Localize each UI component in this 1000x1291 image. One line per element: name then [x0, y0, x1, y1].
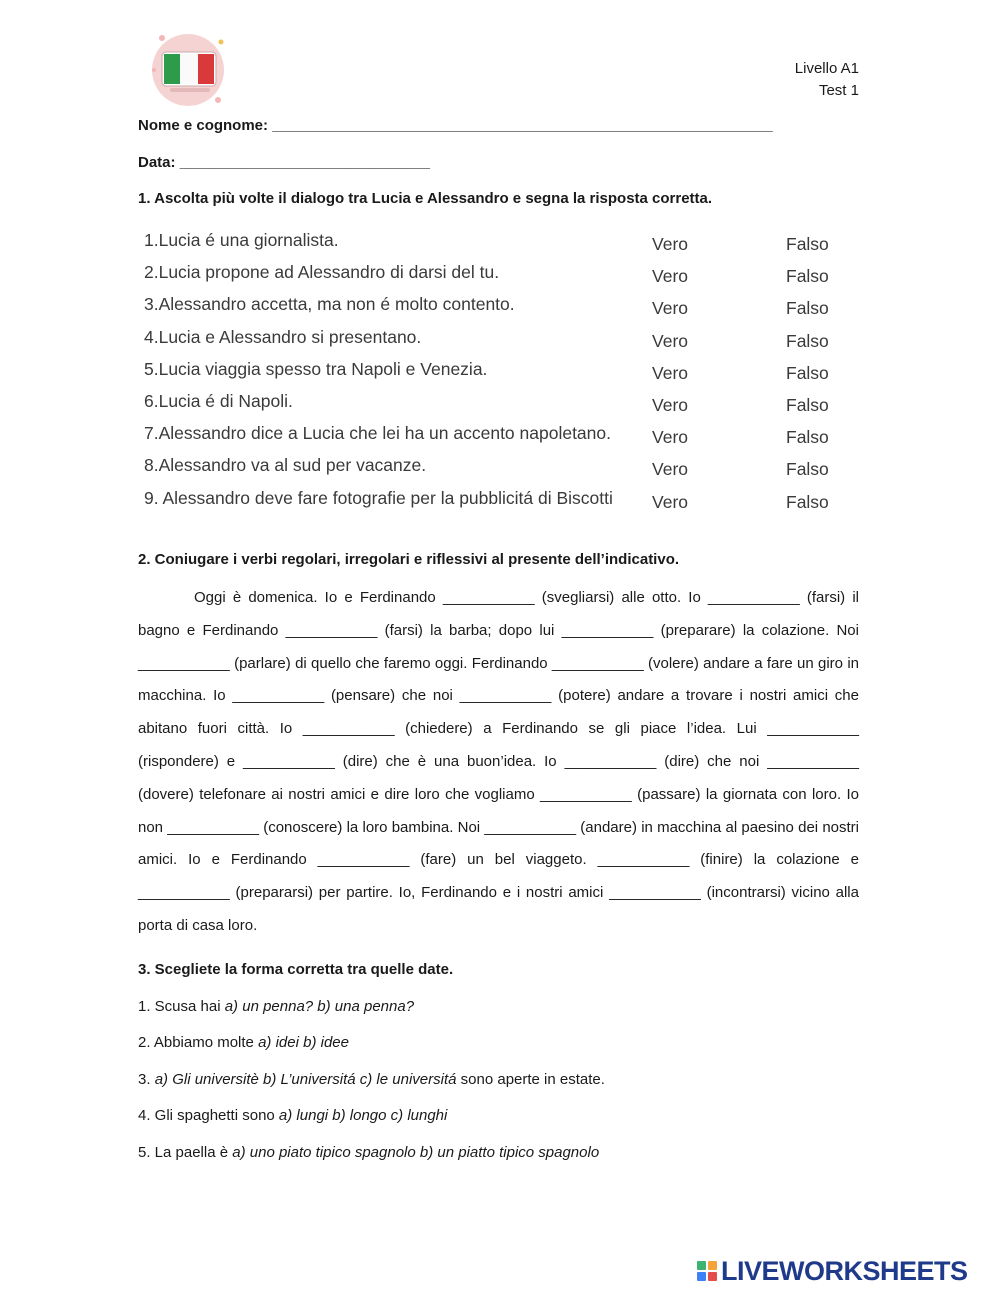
tf-row [140, 453, 860, 485]
vero-option[interactable]: Vero [652, 362, 688, 383]
tf-row [140, 228, 860, 260]
tf-row [140, 486, 860, 518]
tf-statement: 1.Lucia é una giornalista. [144, 230, 339, 250]
tf-row [140, 260, 860, 292]
vero-option[interactable]: Vero [652, 427, 688, 448]
falso-option[interactable]: Falso [786, 330, 829, 351]
choice-question-5 [138, 1144, 599, 1161]
tf-row [140, 325, 860, 357]
true-false-table [140, 228, 860, 518]
tf-row [140, 292, 860, 324]
choice-question-3 [138, 1071, 605, 1088]
italian-flag-logo [148, 30, 228, 110]
vero-option[interactable]: Vero [652, 298, 688, 319]
name-label: Nome e cognome: [138, 117, 269, 134]
question-prefix: 4. Gli spaghetti sono [138, 1107, 279, 1124]
test-label: Test 1 [818, 82, 859, 99]
vero-option[interactable]: Vero [652, 394, 688, 415]
vero-option[interactable]: Vero [652, 459, 688, 480]
section1-heading: 1. Ascolta più volte il dialogo tra Lucia e Alessandro e segna la risposta corretta. [138, 190, 713, 207]
choice-question-2 [138, 1034, 349, 1051]
tf-row [140, 389, 860, 421]
tf-statement: 9. Alessandro deve fare fotografie per la pubblicitá di Biscotti [144, 487, 613, 508]
answer-options[interactable]: a) un penna? b) una penna? [224, 998, 415, 1015]
falso-option[interactable]: Falso [786, 491, 829, 512]
answer-options[interactable]: a) idei b) idee [258, 1034, 349, 1051]
falso-option[interactable]: Falso [786, 394, 829, 415]
liveworksheets-brand [697, 1256, 968, 1286]
falso-option[interactable]: Falso [786, 459, 829, 480]
choice-question-4 [138, 1107, 447, 1124]
paragraph-text[interactable]: Oggi è domenica. Io e Ferdinando ___________ (svegliarsi) alle otto. Io ___________ (farsi) il bagno e Ferdinando ___________ (farsi) la barba; dopo lui ___________ (preparare) la colazione. Noi ___________ (parlare) di quello che faremo oggi. Ferdinando ___________ (volere) andare a fare un giro in macchina. Io ___________ (pensare) che noi ___________ (potere) andare a trovare i nostri amici che abitano fuori città. Io ___________ (chiedere) a Ferdinando se gli piace l’idea. Lui ___________ (rispondere) e ___________ (dire) che è una buon’idea. Io ___________ (dire) che noi ___________ (dovere) telefonare ai nostri amici e dire loro che vogliamo ___________ (passare) la giornata con loro. Io non ___________ (conoscere) la loro bambina. Noi ___________ (andare) in macchina al paesino dei nostri amici. Io e Ferdinando ___________ (fare) un bel viaggeto. ___________ (finire) la colazione e ___________ (prepararsi) per partire. Io, Ferdinando e i nostri amici ___________ (incontrarsi) vicino alla porta di casa loro. [138, 589, 859, 934]
name-input-line[interactable]: ____________________________________________________________ [272, 117, 773, 134]
question-prefix: 2. Abbiamo molte [138, 1034, 259, 1051]
falso-option[interactable]: Falso [786, 234, 829, 254]
brand-wordmark: LIVEWORKSHEETS [721, 1255, 968, 1286]
tf-statement: 8.Alessandro va al sud per vacanze. [144, 455, 427, 476]
tf-row [140, 421, 860, 453]
date-field [138, 154, 430, 171]
level-info [795, 58, 859, 102]
verb-exercise-paragraph [138, 582, 859, 943]
date-label: Data: [138, 154, 176, 171]
level-label: Livello A1 [794, 60, 859, 77]
question-prefix: 1. Scusa hai [138, 998, 225, 1015]
tf-statement: 7.Alessandro dice a Lucia che lei ha un accento napoletano. [144, 423, 611, 444]
choice-question-1 [138, 998, 414, 1015]
question-suffix: sono aperte in estate. [460, 1071, 605, 1088]
tf-statement: 5.Lucia viaggia spesso tra Napoli e Venezia. [144, 358, 488, 379]
vero-option[interactable]: Vero [652, 266, 688, 287]
tf-statement: 3.Alessandro accetta, ma non é molto contento. [144, 294, 515, 315]
answer-options[interactable]: a) lungi b) longo c) lunghi [278, 1107, 448, 1124]
tf-statement: 4.Lucia e Alessandro si presentano. [144, 326, 422, 347]
section3-heading: 3. Scegliete la forma corretta tra quelle date. [138, 961, 454, 978]
falso-option[interactable]: Falso [786, 362, 829, 383]
falso-option[interactable]: Falso [786, 298, 829, 319]
date-input-line[interactable]: ______________________________ [179, 154, 430, 171]
vero-option[interactable]: Vero [652, 491, 688, 512]
falso-option[interactable]: Falso [786, 427, 829, 448]
vero-option[interactable]: Vero [652, 234, 688, 254]
name-field [138, 117, 773, 134]
tf-statement: 2.Lucia propone ad Alessandro di darsi del tu. [144, 262, 500, 283]
tf-statement: 6.Lucia é di Napoli. [144, 390, 293, 411]
brand-cubes-icon [697, 1261, 717, 1281]
answer-options[interactable]: a) Gli universitè b) L’universitá c) le universitá [154, 1071, 457, 1088]
tf-row [140, 357, 860, 389]
vero-option[interactable]: Vero [652, 330, 688, 351]
falso-option[interactable]: Falso [786, 266, 829, 287]
question-prefix: 3. [138, 1071, 155, 1088]
answer-options[interactable]: a) uno piato tipico spagnolo b) un piatto tipico spagnolo [232, 1144, 600, 1161]
section2-heading: 2. Coniugare i verbi regolari, irregolari e riflessivi al presente dell’indicativo. [138, 551, 680, 568]
question-prefix: 5. La paella è [138, 1144, 233, 1161]
